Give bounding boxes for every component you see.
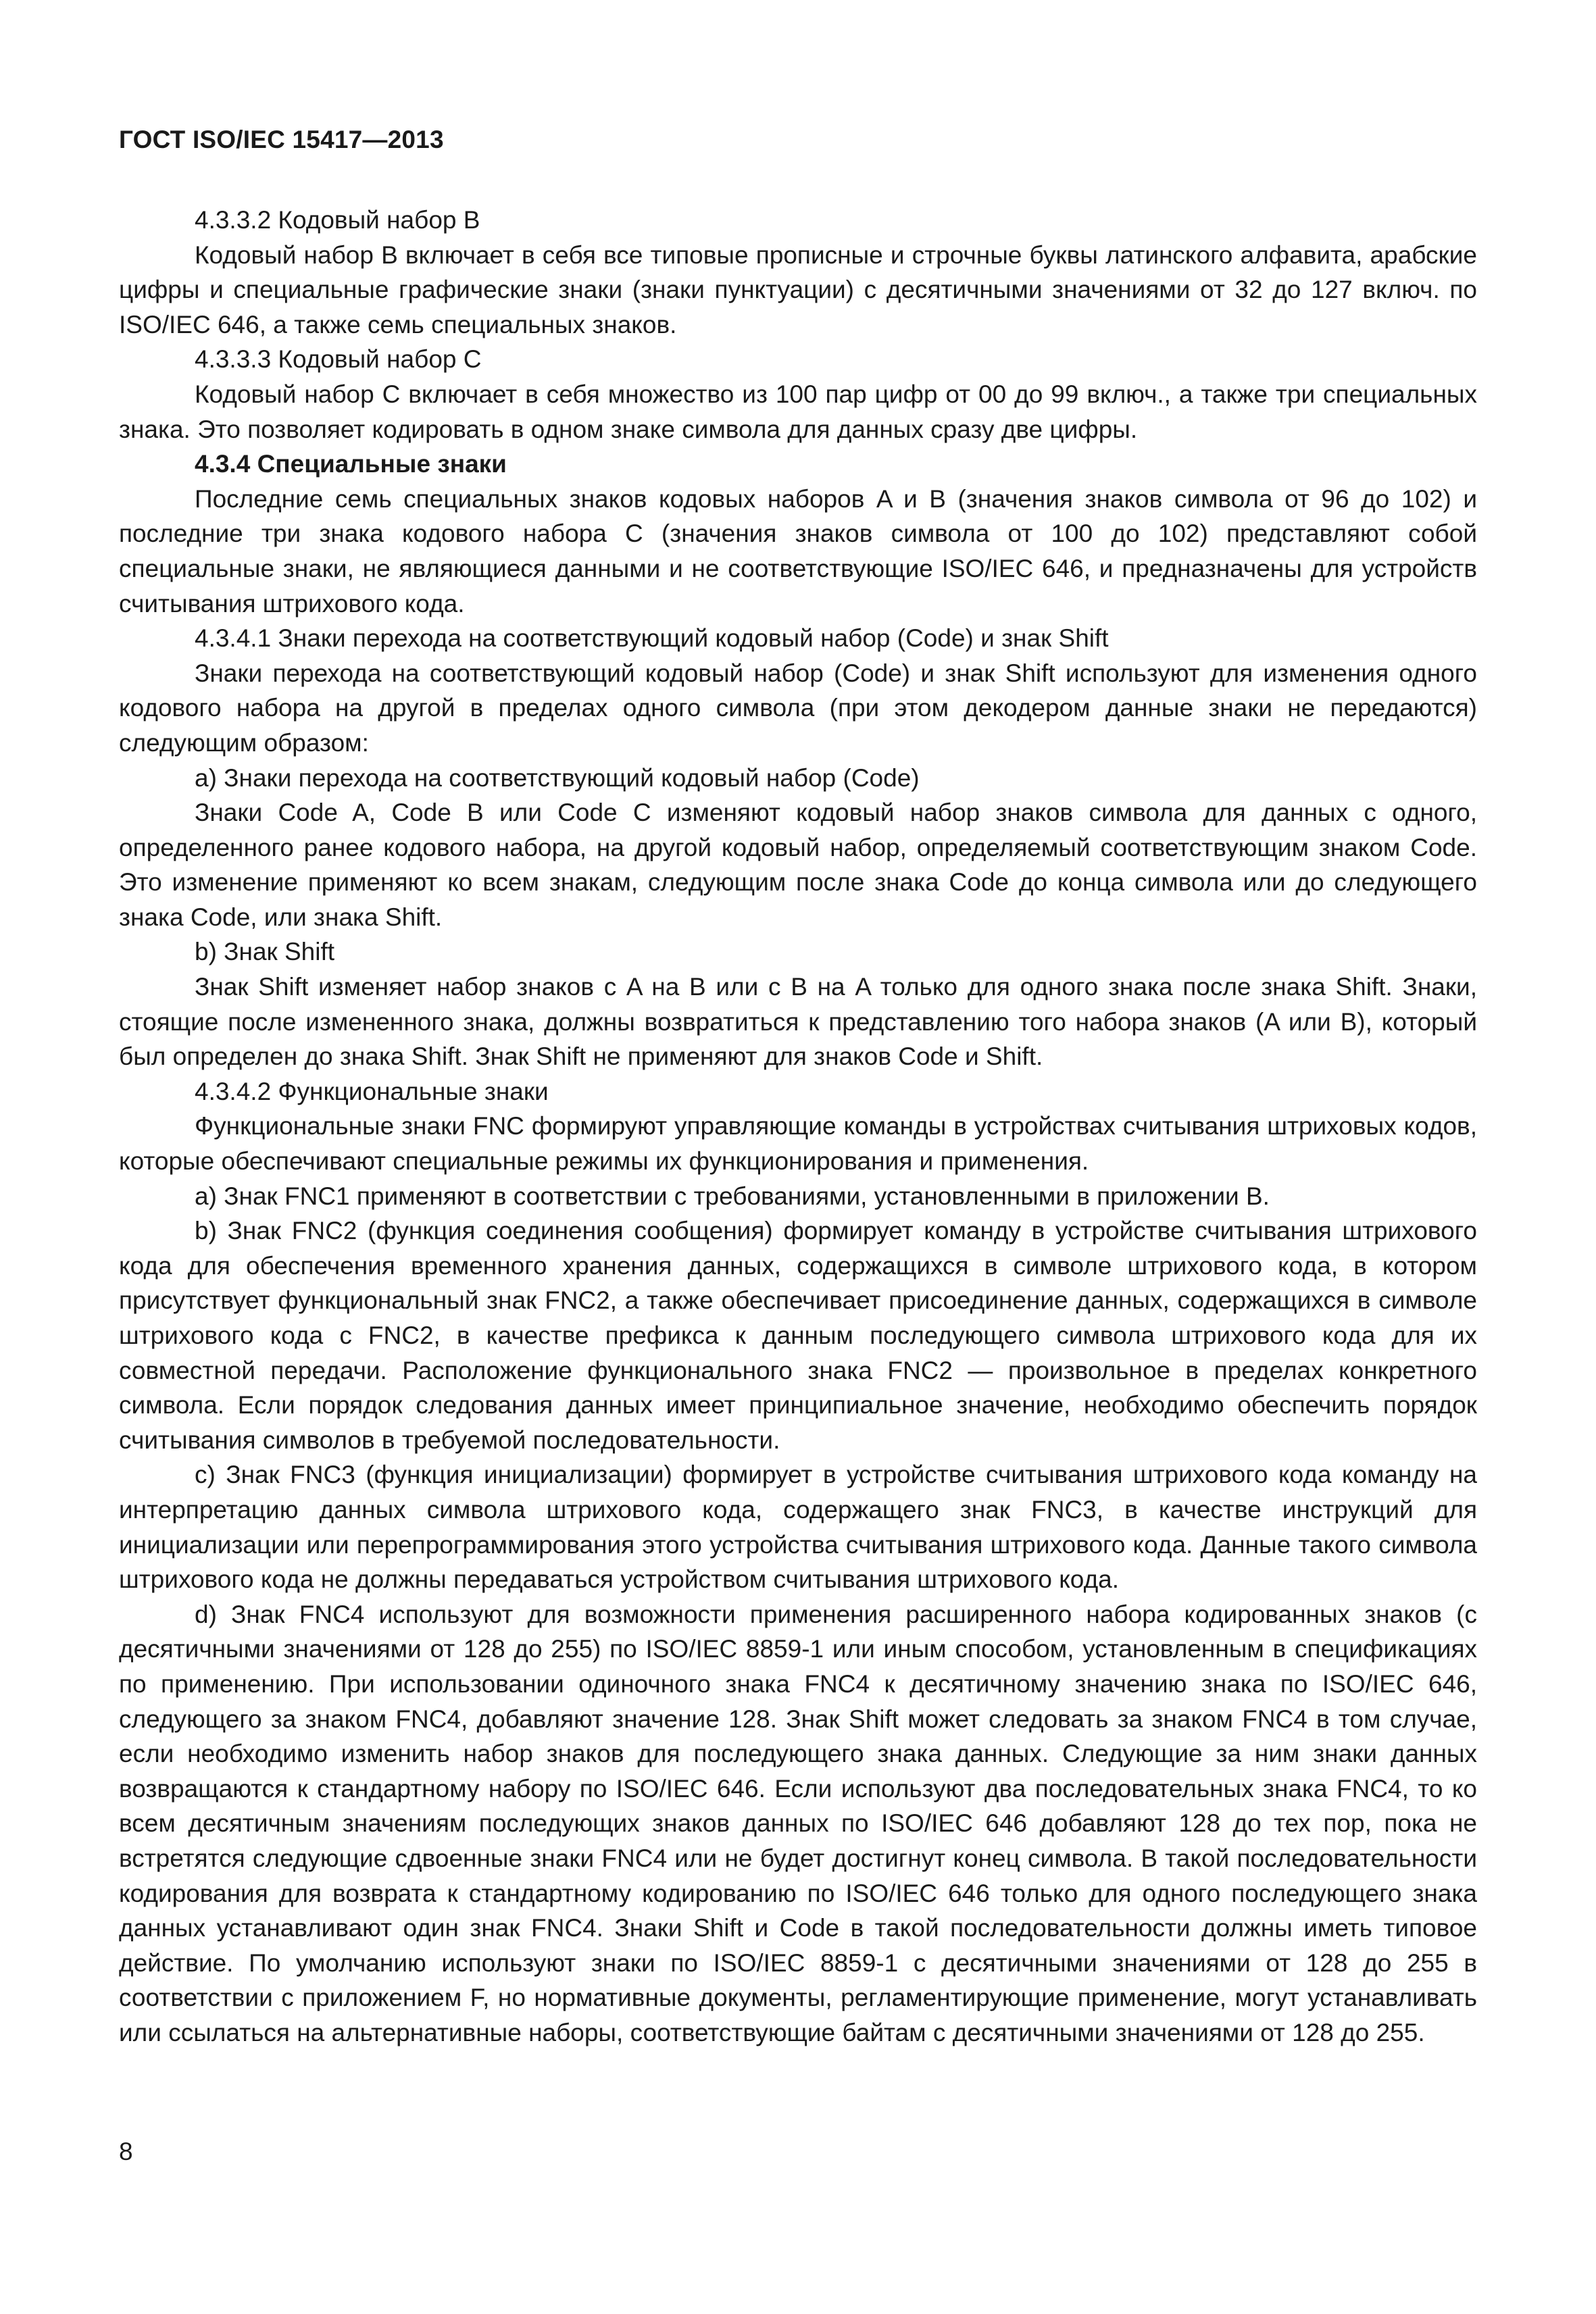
paragraph-code-and-shift: Знаки перехода на соответствующий кодовый набор (Code) и знак Shift используют для изменения одного кодового набора на другой в пределах одного символа (при этом декодером данные знаки не передаются) следующим образом: <box>119 659 1477 757</box>
document-body <box>119 203 1477 2050</box>
section-heading-4-3-4: 4.3.4 Специальные знаки <box>195 450 507 478</box>
paragraph-code-characters: Знаки Code A, Code B или Code C изменяют кодовый набор знаков символа для данных с одного, определенного ранее кодового набора, на другой кодовый набор, определяемый соответствующим знаком Code. Это изменение применяют ко всем знакам, следующим после знака Code до конца символа или до следующего знака Code, или знака Shift. <box>119 799 1477 931</box>
clause-title-4-3-4-2: 4.3.4.2 Функциональные знаки <box>195 1077 549 1105</box>
clause-title-4-3-4-1: 4.3.4.1 Знаки перехода на соответствующий кодовый набор (Code) и знак Shift <box>195 624 1109 653</box>
clause-title-4-3-3-3: 4.3.3.3 Кодовый набор C <box>195 345 482 374</box>
paragraph-code-set-c: Кодовый набор C включает в себя множество из 100 пар цифр от 00 до 99 включ., а также три специальных знака. Это позволяет кодировать в одном знаке символа для данных сразу две цифры. <box>119 380 1477 443</box>
clause-title-4-3-3-2: 4.3.3.2 Кодовый набор B <box>195 206 480 234</box>
paragraph-special-characters: Последние семь специальных знаков кодовых наборов A и B (значения знаков символа от 96 до 102) и последние три знака кодового набора C (значения знаков символа от 100 до 102) представляют собой специальные знаки, не являющиеся данными и не соответствующие ISO/IEC 646, и предназначены для устройств считывания штрихового кода. <box>119 484 1477 618</box>
list-item-fnc1: a) Знак FNC1 применяют в соответствии с требованиями, установленными в приложении B. <box>195 1182 1270 1210</box>
page-number: 8 <box>119 2138 133 2165</box>
document-header: ГОСТ ISO/IEC 15417—2013 <box>119 126 444 153</box>
list-item-b-shift: b) Знак Shift <box>195 938 335 966</box>
list-item-fnc2: b) Знак FNC2 (функция соединения сообщения) формирует команду в устройстве считывания штрихового кода для обеспечения временного хранения данных, содержащихся в символе штрихового кода, в котором присутствует функциональный знак FNC2, а также обеспечивает присоединение данных, содержащихся в символе штрихового кода с FNC2, в качестве префикса к данным последующего символа штрихового кода для их совместной передачи. Расположение функционального знака FNC2 — произвольное в пределах конкретного символа. Если порядок следования данных имеет принципиальное значение, необходимо обеспечить порядок считывания символов в требуемой последовательности. <box>119 1217 1477 1454</box>
list-item-fnc4: d) Знак FNC4 используют для возможности применения расширенного набора кодированных знаков (с десятичными значениями от 128 до 255) по ISO/IEC 8859-1 или иным способом, установленным в спецификациях по применению. При использовании одиночного знака FNC4 к десятичному значению знака по ISO/IEC 646, следующего за знаком FNC4, добавляют значение 128. Знак Shift может следовать за знаком FNC4 в том случае, если необходимо изменить набор знаков для последующего знака данных. Следующие за ним знаки данных возвращаются к стандартному набору по ISO/IEC 646. Если используют два последовательных знака FNC4, то ко всем десятичным значениям последующих знаков данных по ISO/IEC 646 добавляют 128 до тех пор, пока не встретятся следующие сдвоенные знаки FNC4 или не будет достигнут конец символа. В такой последовательности кодирования для возврата к стандартному кодированию по ISO/IEC 646 только для одного последующего знака данных устанавливают один знак FNC4. Знаки Shift и Code в такой последовательности должны иметь типовое действие. По умолчанию используют знаки по ISO/IEC 8859-1 с десятичными значениями от 128 до 255 в соответствии с приложением F, но нормативные документы, регламентирующие применение, могут устанавливать или ссылаться на альтернативные наборы, соответствующие байтам с десятичными значениями от 128 до 255. <box>119 1600 1477 2046</box>
paragraph-shift-character: Знак Shift изменяет набор знаков с A на B или с B на A только для одного знака после знака Shift. Знаки, стоящие после измененного знака, должны возвратиться к представлению того набора знаков (A или B), который был определен до знака Shift. Знак Shift не применяют для знаков Code и Shift. <box>119 973 1477 1071</box>
paragraph-function-characters: Функциональные знаки FNC формируют управляющие команды в устройствах считывания штриховых кодов, которые обеспечивают специальные режимы их функционирования и применения. <box>119 1112 1477 1176</box>
document-page <box>119 0 1477 2314</box>
paragraph-code-set-b: Кодовый набор B включает в себя все типовые прописные и строчные буквы латинского алфавита, арабские цифры и специальные графические знаки (знаки пунктуации) с десятичными значениями от 32 до 127 включ. по ISO/IEC 646, а также семь специальных знаков. <box>119 241 1477 338</box>
list-item-fnc3: c) Знак FNC3 (функция инициализации) формирует в устройстве считывания штрихового кода команду на интерпретацию данных символа штрихового кода, содержащего знак FNC3, в качестве инструкций для инициализации или перепрограммирования этого устройства считывания штрихового кода. Данные такого символа штрихового кода не должны передаваться устройством считывания штрихового кода. <box>119 1461 1477 1594</box>
list-item-a-code: a) Знаки перехода на соответствующий кодовый набор (Code) <box>195 763 920 792</box>
